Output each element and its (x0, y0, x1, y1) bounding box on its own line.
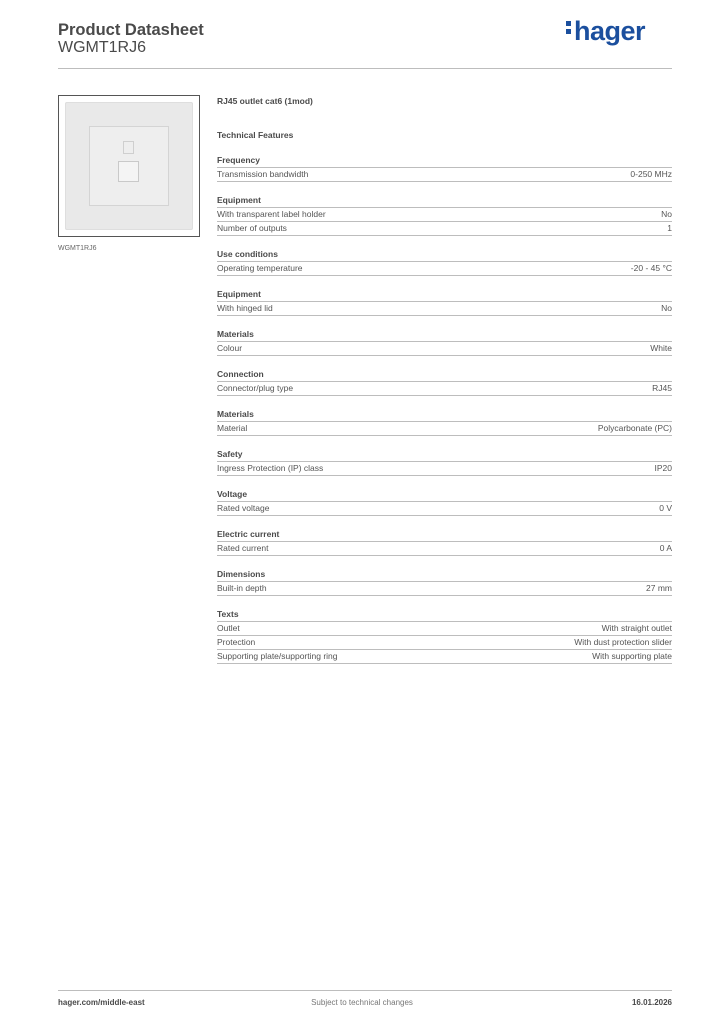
spec-value: No (661, 303, 672, 313)
logo-dots-icon (566, 18, 572, 37)
spec-group (217, 328, 672, 356)
cover-plate (65, 102, 193, 230)
spec-key: Number of outputs (217, 223, 287, 233)
spec-row (217, 636, 672, 650)
spec-row (217, 650, 672, 664)
spec-row (217, 208, 672, 222)
product-name: RJ45 outlet cat6 (1mod) (217, 96, 313, 106)
spec-groups (217, 154, 672, 664)
spec-row (217, 382, 672, 396)
spec-value: 1 (667, 223, 672, 233)
spec-value: -20 - 45 °C (630, 263, 672, 273)
spec-row (217, 502, 672, 516)
spec-key: Ingress Protection (IP) class (217, 463, 324, 473)
spec-key: Colour (217, 343, 243, 353)
group-title: Connection (217, 368, 672, 382)
spec-value: IP20 (654, 463, 672, 473)
footer-disclaimer: Subject to technical changes (311, 998, 413, 1007)
spec-group (217, 448, 672, 476)
group-title: Use conditions (217, 248, 672, 262)
group-title: Materials (217, 328, 672, 342)
spec-value: No (661, 209, 672, 219)
spec-group (217, 408, 672, 436)
footer-website: hager.com/middle-east (58, 998, 145, 1007)
group-title: Equipment (217, 194, 672, 208)
spec-value: With dust protection slider (574, 637, 672, 647)
spec-row (217, 302, 672, 316)
spec-value: 0-250 MHz (630, 169, 672, 179)
group-title: Equipment (217, 288, 672, 302)
spec-key: With hinged lid (217, 303, 273, 313)
product-image (58, 95, 200, 237)
spec-group (217, 194, 672, 236)
group-title: Texts (217, 608, 672, 622)
spec-value: With straight outlet (601, 623, 672, 633)
spec-group (217, 528, 672, 556)
spec-key: Connector/plug type (217, 383, 294, 393)
spec-group (217, 154, 672, 182)
group-title: Safety (217, 448, 672, 462)
logo-text: hager (574, 16, 646, 46)
section-title: Technical Features (217, 130, 294, 140)
group-title: Frequency (217, 154, 672, 168)
spec-row (217, 222, 672, 236)
spec-key: Operating temperature (217, 263, 303, 273)
spec-key: Built-in depth (217, 583, 267, 593)
spec-group (217, 488, 672, 516)
spec-table (217, 92, 672, 664)
spec-row (217, 342, 672, 356)
footer-divider (58, 990, 672, 991)
spec-value: 0 A (659, 543, 672, 553)
spec-row (217, 422, 672, 436)
spec-row (217, 262, 672, 276)
header-divider (58, 68, 672, 69)
rj45-jack-icon (118, 161, 139, 182)
spec-value: RJ45 (652, 383, 672, 393)
product-code: WGMT1RJ6 (58, 39, 146, 56)
spec-key: Rated current (217, 543, 269, 553)
group-title: Materials (217, 408, 672, 422)
footer-date: 16.01.2026 (631, 998, 672, 1007)
spec-group (217, 568, 672, 596)
spec-group (217, 608, 672, 664)
spec-key: Protection (217, 637, 256, 647)
spec-key: Material (217, 423, 248, 433)
spec-value: 27 mm (646, 583, 672, 593)
group-title: Electric current (217, 528, 672, 542)
group-title: Dimensions (217, 568, 672, 582)
image-caption: WGMT1RJ6 (58, 245, 97, 252)
spec-key: Supporting plate/supporting ring (217, 651, 338, 661)
group-title: Voltage (217, 488, 672, 502)
spec-value: With supporting plate (592, 651, 672, 661)
spec-row (217, 542, 672, 556)
spec-key: Transmission bandwidth (217, 169, 309, 179)
spec-row (217, 622, 672, 636)
spec-row (217, 168, 672, 182)
spec-row (217, 582, 672, 596)
spec-value: 0 V (659, 503, 672, 513)
spec-group (217, 248, 672, 276)
rj45-insert (89, 126, 169, 206)
spec-value: Polycarbonate (PC) (597, 423, 672, 433)
spec-key: Outlet (217, 623, 240, 633)
spec-value: White (650, 343, 672, 353)
spec-row (217, 462, 672, 476)
spec-key: With transparent label holder (217, 209, 326, 219)
spec-group (217, 368, 672, 396)
page-title: Product Datasheet (58, 21, 204, 39)
spec-group (217, 288, 672, 316)
label-holder-icon (123, 141, 134, 154)
spec-key: Rated voltage (217, 503, 270, 513)
hager-logo (566, 16, 645, 47)
